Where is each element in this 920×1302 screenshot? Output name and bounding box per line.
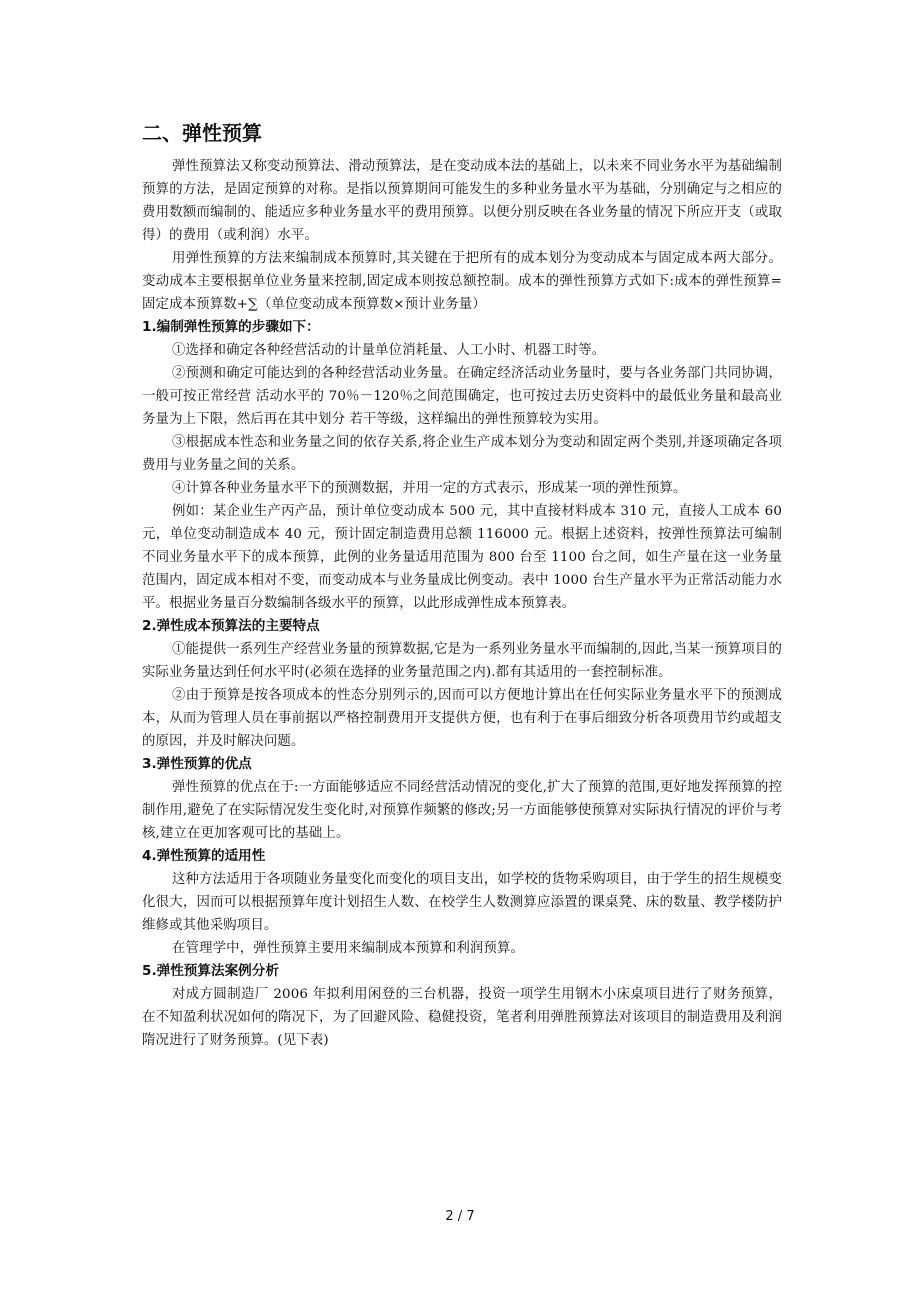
section-2-paragraph-2: ②由于预算是按各项成本的性态分别列示的,因而可以方便地计算出在任何实际业务量水平下的预测成本，从而为管理人员在事前据以严格控制费用开支提供方便，也有利于在事后细致分析各项费用节约或超支的原因，并及时解决问题。 xyxy=(142,688,782,749)
intro-paragraph-2: 用弹性预算的方法来编制成本预算时,其关键在于把所有的成本划分为变动成本与固定成本两大部分。变动成本主要根据单位业务量来控制,固定成本则按总额控制。成本的弹性预算方式如下:成本的弹性预算=固定成本预算数+∑（单位变动成本预算数×预计业务量） xyxy=(142,251,782,312)
section-5-paragraph-1: 对成方圆制造厂 2006 年拟利用闲登的三台机器，投资一项学生用钢木小床桌项目进行了财务预算，在不知盈利状况如何的隋况下，为了回避风险、稳健投资，笔者利用弹胜预算法对该项目的制造费用及利润隋况进行了财务预算。(见下表) xyxy=(142,987,782,1048)
section-heading-2: 2.弹性成本预算法的主要特点 xyxy=(142,618,320,634)
page-number: 2 / 7 xyxy=(445,1209,475,1224)
page-content xyxy=(142,118,782,1052)
section-1-paragraph-1: ①选择和确定各种经营活动的计量单位消耗量、人工小时、机器工时等。 xyxy=(172,343,606,358)
section-1-paragraph-4: ④计算各种业务量水平下的预测数据，并用一定的方式表示，形成某一项的弹性预算。 xyxy=(172,481,687,496)
section-heading-3: 3.弹性预算的优点 xyxy=(142,756,252,772)
intro-paragraph-1: 弹性预算法又称变动预算法、滑动预算法，是在变动成本法的基础上，以未来不同业务水平为基础编制预算的方法，是固定预算的对称。是指以预算期间可能发生的多种业务量水平为基础，分别确定与之相应的费用数额而编制的、能适应多种业务量水平的费用预算。以便分别反映在各业务量的情况下所应开支（或取得）的费用（或利润）水平。 xyxy=(142,159,782,243)
section-heading-5: 5.弹性预算法案例分析 xyxy=(142,963,279,979)
section-1-paragraph-5: 例如：某企业生产丙产品，预计单位变动成本 500 元，其中直接材料成本 310 元，直接人工成本 60 元，单位变动制造成本 40 元，预计固定制造费用总额 116000 元。根据上述资料，按弹性预算法可编制不同业务量水平下的成本预算，此例的业务量适用范围为 800 台至 1100 台之间，如生产量在这一业务量范围内，固定成本相对不变，而变动成本与业务量成比例变动。表中 1000 台生产量水平为正常活动能力水平。根据业务量百分数编制各级水平的预算，以此形成弹性成本预算表。 xyxy=(142,504,782,611)
section-2-paragraph-1: ①能提供一系列生产经营业务量的预算数据,它是为一系列业务量水平而编制的,因此,当某一预算项目的实际业务量达到任何水平时(必须在选择的业务量范围之内).都有其适用的一套控制标准。 xyxy=(142,642,782,680)
section-1-paragraph-2: ②预测和确定可能达到的各种经营活动业务量。在确定经济活动业务量时，要与各业务部门共同协调，一般可按正常经营 活动水平的 70％－120％之间范围确定，也可按过去历史资料中的最低业务量和最高业务量为上下限，然后再在其中划分 若干等级，这样编出的弹性预算较为实用。 xyxy=(142,366,782,427)
section-heading-1: 1.编制弹性预算的步骤如下： xyxy=(142,319,320,335)
section-heading-4: 4.弹性预算的适用性 xyxy=(142,848,266,864)
page-title: 二、弹性预算 xyxy=(142,121,262,145)
section-4-paragraph-1: 这种方法适用于各项随业务量变化而变化的项目支出，如学校的货物采购项目，由于学生的招生规模变化很大，因而可以根据预算年度计划招生人数、在校学生人数测算应添置的课桌凳、床的数量、教学楼防护维修或其他采购项目。 xyxy=(142,872,782,933)
section-1-paragraph-3: ③根据成本性态和业务量之间的依存关系,将企业生产成本划分为变动和固定两个类别,并逐项确定各项费用与业务量之间的关系。 xyxy=(142,435,782,473)
section-3-paragraph-1: 弹性预算的优点在于:一方面能够适应不同经营活动情况的变化,扩大了预算的范围,更好地发挥预算的控制作用,避免了在实际情况发生变化时,对预算作频繁的修改;另一方面能够使预算对实际执行情况的评价与考核,建立在更加客观可比的基础上。 xyxy=(142,780,782,841)
section-4-paragraph-2: 在管理学中，弹性预算主要用来编制成本预算和利润预算。 xyxy=(172,941,525,956)
